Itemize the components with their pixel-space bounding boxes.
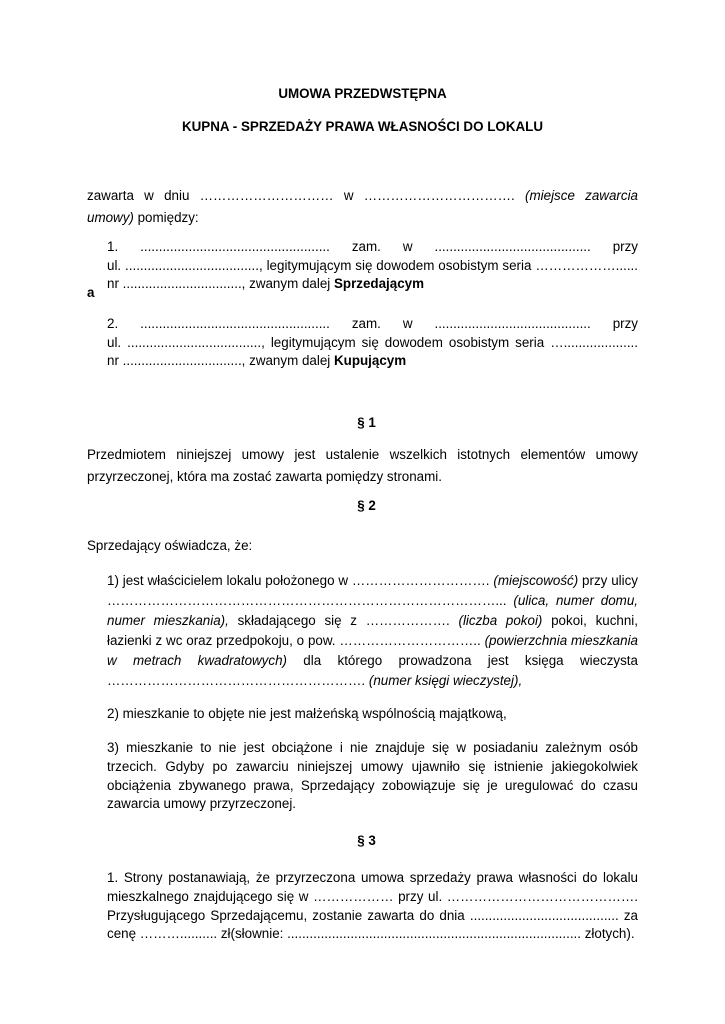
conjunction: a xyxy=(87,285,95,300)
section-3-heading: § 3 xyxy=(357,833,376,848)
section-3-item-1: 1. Strony postanawiają, że przyrzeczona umowa sprzedaży prawa własności do lokalu mieszkalnego znajdującego się w ……………… przy ul. ……………………………………. Przysługującego Sprzedającemu, zostanie zawarta do dnia ........................................ za cenę ……….......... zł(słownie: ............................................................................... złotych). xyxy=(107,870,638,942)
party-buyer: 2. ................................................... zam. w .......................................... przy ul. ...................................., legitymującym się dowodem osobistym seria ….................... nr ................................, zwanym dalej Kupującym xyxy=(107,316,638,369)
section-2-item-1: 1) jest właścicielem lokalu położonego w …………………………. (miejscowość) przy ulicy ……………………………………………………………………………... (ulica, numer domu, numer mieszkania), składającego się z ………………. (liczba pokoi) pokoi, kuchni, łazienki z wc oraz przedpokoju, o pow. ………………………….. (powierzchnia mieszkania w metrach kwadratowych) dla którego prowadzona jest księga wieczysta …………………………………………………. (numer księgi wieczystej), xyxy=(107,573,639,688)
intro-line-1: zawarta w dniu ………………………… w ……………………………. (miejsce zawarcia xyxy=(87,188,638,203)
section-2-item-2: 2) mieszkanie to objęte nie jest małżeńską wspólnością majątkową, xyxy=(107,706,507,721)
section-1-text: Przedmiotem niniejszej umowy jest ustalenie wszelkich istotnych elementów umowy przyrzeczonej, która ma zostać zawarta pomiędzy stronami. xyxy=(87,447,638,484)
section-2-item-3: 3) mieszkanie to nie jest obciążone i nie znajduje się w posiadaniu zależnym osób trzecich. Gdyby po zawarciu niniejszej umowy ujawniło się istnienie jakiegokolwiek obciążenia zbywanego prawa, Sprzedający zobowiązuje się je uregulować do czasu zawarcia umowy przyrzeczonej. xyxy=(107,740,638,812)
intro-line-2: umowy) pomiędzy: xyxy=(87,209,199,225)
intro-paragraph xyxy=(87,185,638,228)
seller-role-label: Sprzedającym xyxy=(333,276,425,292)
buyer-role-label: Kupującym xyxy=(333,353,407,369)
section-1-heading: § 1 xyxy=(357,415,376,430)
document-subtitle: KUPNA - SPRZEDAŻY PRAWA WŁASNOŚCI DO LOKALU xyxy=(181,119,544,134)
party-seller: 1. ................................................... zam. w .......................................... przy ul. ...................................., legitymującym się dowodem osobistym seria ………………...... nr ................................, zwanym dalej Sprzedającym xyxy=(107,239,638,292)
section-2-heading: § 2 xyxy=(357,498,376,513)
document-title: UMOWA PRZEDWSTĘPNA xyxy=(278,86,447,101)
section-2-lead: Sprzedający oświadcza, że: xyxy=(87,538,253,553)
